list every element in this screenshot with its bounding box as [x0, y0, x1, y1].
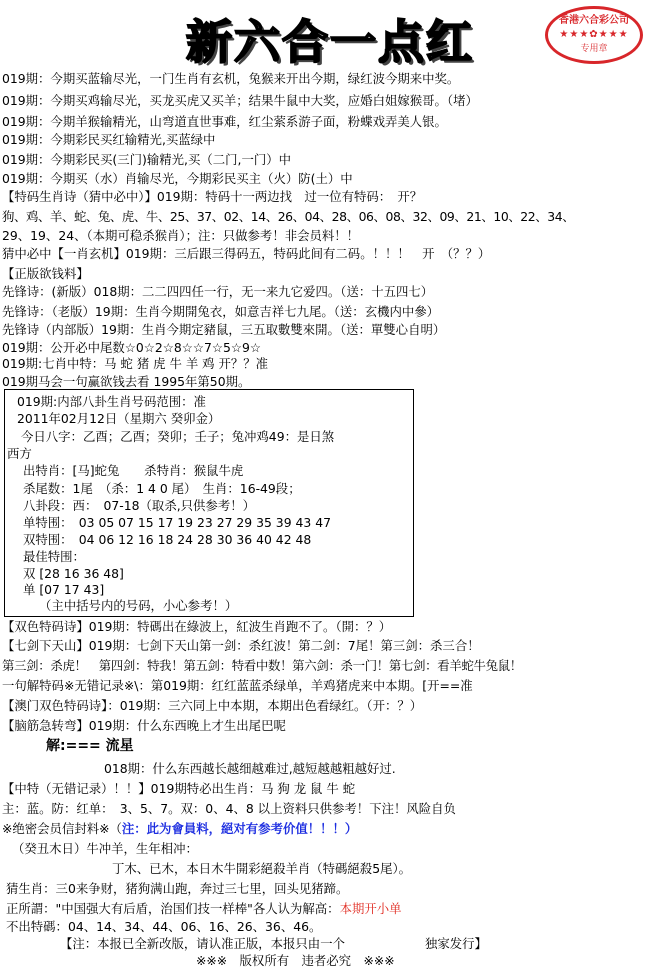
box-line: 出特肖：[马]蛇兔 杀特肖：猴鼠牛虎	[23, 463, 244, 478]
text-line: 主：蓝。防：红单： 3、5、7。双：0、4、8 以上资料只供参考！下注！风险自负	[2, 801, 456, 816]
text-line: 019期：今期买（水）肖输尽光，今期彩民买主（火）防(土）中	[2, 171, 353, 186]
text-line: 019期:七肖中特：马 蛇 猪 虎 牛 羊 鸡 开？？准	[2, 356, 269, 371]
text-line: （癸丑木日）牛冲羊，生年相冲：	[12, 841, 198, 856]
box-line: 双 [28 16 36 48]	[23, 566, 124, 581]
box-line: 西方	[7, 446, 32, 461]
box-line: 杀尾数：1尾 （杀：1 4 0 尾） 生肖：16-49段；	[23, 481, 301, 496]
copyright-line: ※※※ 版权所有 违者必究 ※※※	[196, 953, 395, 968]
text-line: 一句解特码※无错记录※\：第019期：红红蓝蓝杀绿单，羊鸡猪虎来中本期。[开==准	[2, 678, 473, 693]
text-line: 猜生肖：三0来争财，猪狗满山跑，奔过三七里，回头见猪蹄。	[6, 881, 349, 896]
text-line: 第三剑：杀虎！ 第四剑：特我！第五剑：特看中数！第六剑：杀一门！第七剑：看羊蛇牛兔鼠！	[2, 658, 522, 673]
box-line: 2011年02月12日（星期六 癸卯金）	[17, 411, 221, 426]
text-line: 狗、鸡、羊、蛇、兔、虎、牛、25、37、02、14、26、04、28、06、08、32、09、21、10、22、34、	[2, 209, 575, 224]
text-line: 019期：公开必中尾数☆0☆2☆8☆☆7☆5☆9☆	[2, 340, 261, 355]
box-line: （主中括号内的号码，小心参考！）	[39, 598, 238, 613]
text-line: 丁木、已木，本日木牛開彩絕殺羊肖（特碼絕殺5尾）。	[112, 861, 412, 876]
text-line: 先锋诗（内部版）19期：生肖今期定豬鼠，三五取數雙來開。（送：單雙心自明）	[2, 322, 446, 337]
text-line: 019期：今期买鸡输尽光，买龙买虎又买羊；结果牛鼠中大奖，应婚白姐嫁猴哥。（堵）	[2, 93, 478, 108]
box-line: 单 [07 17 43]	[23, 582, 105, 597]
text-line: 先锋诗：(新版）018期：二二四四任一行，无一来九它爱四。（送：十五四七）	[2, 284, 434, 299]
text-line: 【脑筋急转弯】019期：什么东西晚上才生出尾巴呢	[2, 718, 286, 733]
box-line: 双特围： 04 06 12 16 18 24 28 30 36 40 42 48	[23, 532, 312, 547]
text-line: 【正版欲钱料】	[2, 266, 89, 281]
text-line: 019期：今期羊猴输精光，山弯道直世事难，红尘萦系游子面，粉蝶戏弄美人银。	[2, 114, 447, 129]
text-line: 019期：今期彩民买红输精光,买蓝绿中	[2, 132, 216, 147]
box-line: 今日八字：乙酉；乙酉；癸卯；壬子；兔冲鸡49：是日煞	[21, 429, 335, 444]
text-line: 【中特（无错记录）！！】019期特必出生肖：马 狗 龙 鼠 牛 蛇	[2, 781, 356, 796]
text-line: 019期：今期买蓝输尽光，一门生肖有玄机，兔猴来开出今期，绿红波今期来中奖。	[2, 71, 460, 86]
proverb-text: 正所謂："中国强大有后盾，治国们技一样棒"各人认为解高：	[6, 901, 340, 916]
text-line	[60, 935, 487, 952]
text-line: 019期马会一句赢欲钱去看 1995年第50期。	[2, 374, 251, 389]
member-envelope-label: ※绝密会员信封料※（	[2, 821, 122, 836]
text-line: 【特码生肖诗（猜中必中）】019期：特码十一两边找 过一位有特码： 开？	[2, 189, 423, 204]
box-line: 单特围： 03 05 07 15 17 19 23 27 29 35 39 43 47	[23, 515, 331, 530]
text-line	[2, 820, 357, 837]
box-line: 八卦段：西： 07-18（取杀,只供参考！）	[23, 498, 255, 513]
seal-bottom-text: 专用章	[580, 44, 608, 54]
box-line: 019期:内部八卦生肖号码范围：准	[17, 394, 206, 409]
text-line: 不出特碼：04、14、34、44、06、16、26、36、46。	[6, 919, 322, 934]
text-line: 【澳门双色特码诗】：019期：三六同上中本期，本期出色看绿红。（开：？）	[2, 698, 423, 713]
text-line	[6, 900, 402, 917]
notice-text: 【注：本报已全新改版，请认准正版，本报只由一个	[60, 936, 345, 951]
seal-stars: ★★★✿★★★	[559, 29, 629, 40]
text-line: 猜中必中【一肖玄机】019期：三后跟三得码五，特码此间有二码。！！！ 开 （？？）	[2, 246, 491, 261]
notice-end: 独家发行】	[424, 936, 487, 951]
company-seal	[545, 6, 643, 64]
riddle-answer: 解:=== 流星	[46, 738, 134, 754]
member-note: 注：此为會員料，絕对有参考价值！！！）	[121, 821, 358, 836]
page-title: 新六合一点红	[186, 15, 474, 69]
text-line: 29、19、24、（本期可稳杀猴肖）；注：只做参考！非会员料！！	[2, 228, 360, 243]
seal-top-text: 香港六合彩公司	[559, 15, 629, 26]
text-line: 先锋诗：（老版）19期：生肖今期開兔衣，如意吉祥七九尾。（送：玄機内中參）	[2, 304, 440, 319]
text-line: 【双色特码诗】019期：特碼出在綠波上，紅波生肖跑不了。（開：？）	[2, 619, 392, 634]
box-line: 最佳特围：	[23, 549, 85, 564]
text-line: 018期：什么东西越长越细越难过,越短越越粗越好过.	[104, 761, 396, 776]
highlight-answer: 本期开小单	[339, 901, 402, 916]
text-line: 019期：今期彩民买(三门)输精光,买（二门,一门）中	[2, 152, 292, 167]
text-line: 【七剑下天山】019期：七剑下天山第一剑：杀红波！第二剑：7尾！第三剑：杀三合！	[2, 638, 480, 653]
bagua-info-box	[4, 389, 414, 617]
